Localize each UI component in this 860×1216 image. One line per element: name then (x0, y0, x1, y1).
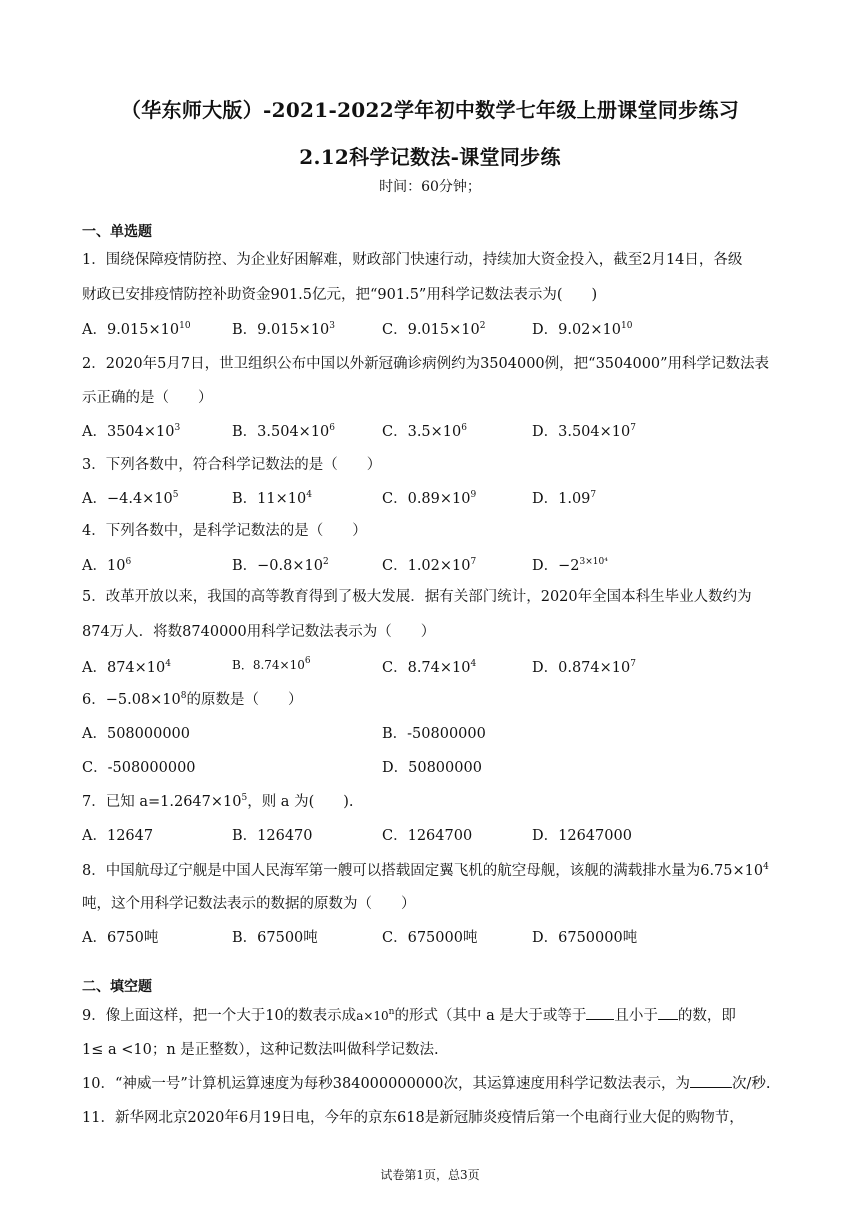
question-5-line-2: 874万人．将数8740000用科学记数法表示为（ ） (82, 624, 436, 640)
page-subtitle: 2.12科学记数法-课堂同步练 (299, 145, 561, 169)
q5-option-d: D．$0.874\times 10^7$ (532, 659, 636, 676)
question-8-line-1: 8．中国航母辽宁舰是中国人民海军第一艘可以搭载固定翼飞机的航空母舰，该舰的满载排水量为$6.75\times 10^4$ (82, 862, 769, 879)
question-10-line-1: 10．“神威一号”计算机运算速度为每秒384000000000次，其运算速度用科学记数法表示，为 次/秒. (82, 1072, 770, 1093)
question-2-line-1: 2．2020年5月7日，世卫组织公布中国以外新冠确诊病例约为3504000例，把“3504000”用科学记数法表 (82, 356, 770, 372)
q5-option-c: C．$8.74\times 10^4$ (382, 659, 477, 676)
question-8-line-2: 吨，这个用科学记数法表示的数据的原数为（ ） (82, 896, 416, 912)
answer-blank (586, 1005, 614, 1020)
q8-option-d: D．6750000吨 (532, 930, 638, 946)
page-title: （华东师大版）-2021-2022学年初中数学七年级上册课堂同步练习 (120, 98, 740, 122)
question-1-line-1: 1．围绕保障疫情防控、为企业好困解难，财政部门快速行动，持续加大资金投入，截至2月14日，各级 (82, 252, 743, 268)
q8-option-b: B．67500吨 (232, 930, 318, 946)
q3-option-b: B．$11\times 10^4$ (232, 490, 312, 507)
q4-option-b: B．$-0.8\times 10^2$ (232, 557, 329, 574)
answer-blank (658, 1005, 678, 1020)
q1-option-c: C．$9.015\times 10^2$ (382, 321, 486, 338)
q4-option-a: A．$10^6$ (82, 557, 132, 574)
q2-option-b: B．$3.504\times 10^6$ (232, 423, 336, 440)
question-11-line-1: 11．新华网北京2020年6月19日电，今年的京东618是新冠肺炎疫情后第一个电商行业大促的购物节， (82, 1110, 744, 1126)
question-9-line-1: 9．像上面这样，把一个大于10的数表示成$a\times 10^n$的形式（其中 a 是大于或等于 且小于 的数，即 (82, 1004, 736, 1025)
q5-option-a: A．$874\times 10^4$ (82, 659, 171, 676)
q2-option-d: D．$3.504\times 10^7$ (532, 423, 636, 440)
q4-option-c: C．$1.02\times 10^7$ (382, 557, 477, 574)
q3-option-a: A．$-4.4\times 10^5$ (82, 490, 179, 507)
q4-option-d: D．$-2^{3\times 10^4}$ (532, 557, 608, 574)
q2-option-c: C．$3.5\times 10^6$ (382, 423, 467, 440)
section-fill-blank: 二、填空题 (82, 979, 152, 995)
q3-option-d: D．1.09$^7$ (532, 490, 597, 507)
question-9-line-2: 1≤ a <10；n 是正整数），这种记数法叫做科学记数法. (82, 1042, 439, 1058)
q7-option-b: B．126470 (232, 828, 313, 844)
q6-option-b: B．-50800000 (382, 726, 486, 742)
q6-option-c: C．-508000000 (82, 760, 196, 776)
question-1-line-2: 财政已安排疫情防控补助资金901.5亿元，把“901.5”用科学记数法表示为( ) (82, 287, 598, 303)
question-2-line-2: 示正确的是（ ） (82, 390, 213, 406)
q2-option-a: A．$3504\times 10^3$ (82, 423, 181, 440)
time-limit: 时间：60分钟； (379, 179, 481, 195)
question-7-line-1: 7．已知 $a=1.2647\times 10^5$，则 a 为( ). (82, 793, 354, 810)
q5-option-b: B．$8.74\times 10^6$ (232, 656, 311, 672)
q1-option-b: B．$9.015\times 10^3$ (232, 321, 336, 338)
q7-option-d: D．12647000 (532, 828, 632, 844)
q6-option-d: D．50800000 (382, 760, 482, 776)
q7-option-c: C．1264700 (382, 828, 473, 844)
q3-option-c: C．$0.89\times 10^9$ (382, 490, 477, 507)
section-single-choice: 一、单选题 (82, 224, 152, 240)
q1-option-a: A．$9.015\times 10^{10}$ (82, 321, 191, 338)
q8-option-a: A．6750吨 (82, 930, 159, 946)
question-6-line-1: 6．$-5.08\times 10^8$的原数是（ ） (82, 691, 303, 708)
page-footer: 试卷第1页，总3页 (380, 1168, 480, 1182)
question-4-line-1: 4．下列各数中，是科学记数法的是（ ） (82, 523, 367, 539)
q6-option-a: A．508000000 (82, 726, 190, 742)
answer-blank (690, 1073, 732, 1088)
question-5-line-1: 5．改革开放以来，我国的高等教育得到了极大发展．据有关部门统计，2020年全国本科生毕业人数约为 (82, 589, 752, 605)
q7-option-a: A．12647 (82, 828, 154, 844)
q8-option-c: C．675000吨 (382, 930, 478, 946)
question-3-line-1: 3．下列各数中，符合科学记数法的是（ ） (82, 457, 382, 473)
q1-option-d: D．$9.02\times 10^{10}$ (532, 321, 633, 338)
